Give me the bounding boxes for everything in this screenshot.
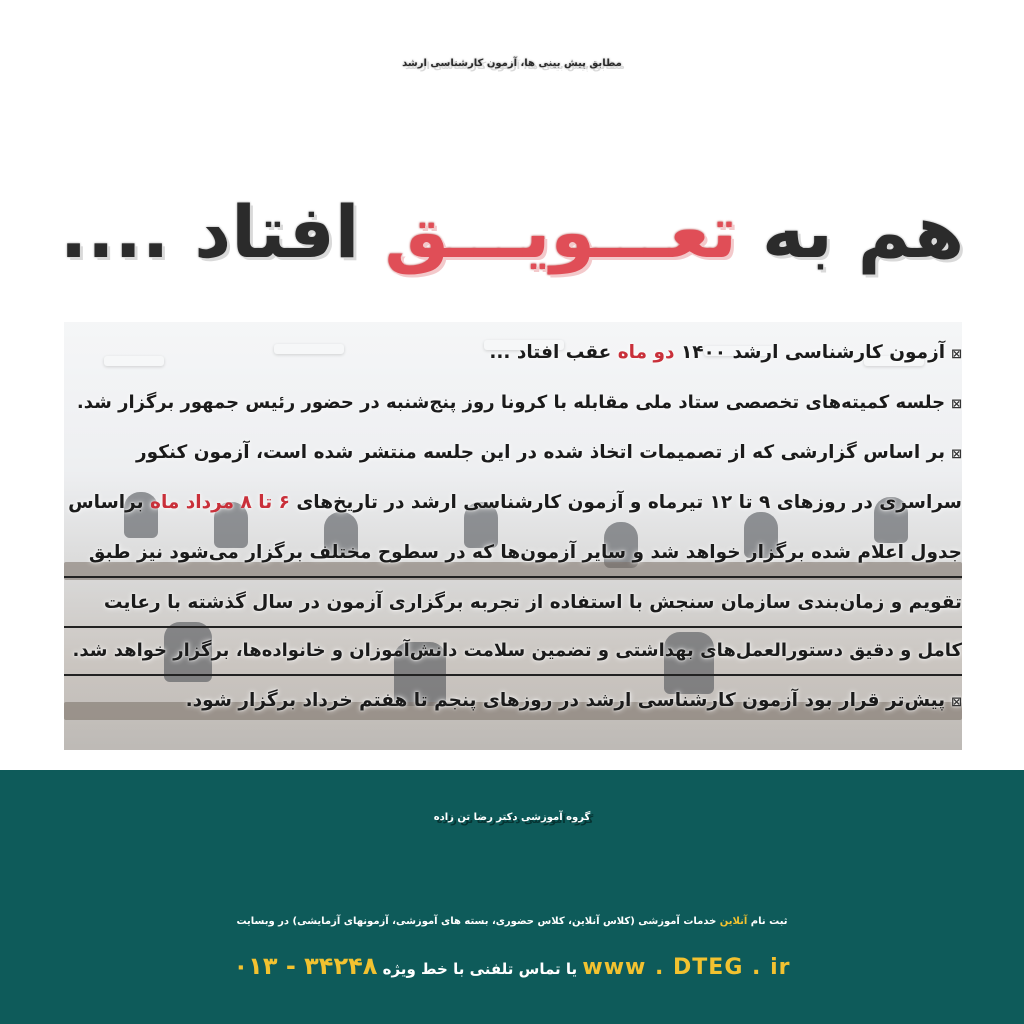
divider xyxy=(64,626,962,628)
info-line-6: تقویم و زمان‌بندی سازمان سنجش با استفاده از تجربه برگزاری آزمون در سال گذشته با رعایت xyxy=(103,592,962,613)
info-line-8: ⊠پیش‌تر قرار بود آزمون کارشناسی ارشد در روزهای پنجم تا هفتم خرداد برگزار شود. xyxy=(185,690,962,711)
online-highlight: آنلاین xyxy=(719,916,748,927)
checkbox-bullet-icon: ⊠ xyxy=(951,397,962,412)
website-link[interactable]: www . DTEG . ir xyxy=(582,955,791,980)
checkbox-bullet-icon: ⊠ xyxy=(951,695,962,710)
headline-line-1: مطابق پیش بینی ها، آزمون کارشناسی ارشد xyxy=(402,58,622,69)
headline-prefix: هم به xyxy=(736,190,965,274)
phone-label: یا تماس تلفنی با خط ویژه xyxy=(382,960,578,978)
info-line-3: ⊠بر اساس گزارشی که از تصمیمات اتخاذ شده در این جلسه منتشر شده است، آزمون کنکور xyxy=(135,442,962,463)
divider xyxy=(64,576,962,578)
exam-hall-photo-panel xyxy=(64,322,962,750)
checkbox-bullet-icon: ⊠ xyxy=(951,447,962,462)
info-line-2: ⊠جلسه کمیته‌های تخصصی ستاد ملی مقابله با کرونا روز پنج‌شنبه در حضور رئیس جمهور برگزار شد. xyxy=(76,392,962,413)
registration-text: ثبت نام آنلاین خدمات آموزشی (کلاس آنلاین، کلاس حضوری، بسته های آموزشی، آزمونهای آزمایشی) در وبسایت xyxy=(236,916,788,927)
headline-suffix: افتاد .... xyxy=(59,190,385,274)
info-line-7: کامل و دقیق دستورالعمل‌های بهداشتی و تضمین سلامت دانش‌آموزان و خانواده‌ها، برگزار خواهد شد. xyxy=(72,640,962,661)
info-line-4: سراسری در روزهای ۹ تا ۱۲ تیرماه و آزمون کارشناسی ارشد در تاریخ‌های ۶ تا ۸ مرداد ماه براساس xyxy=(68,492,962,513)
headline-highlight-postponed: تعـــویـــق xyxy=(384,190,737,274)
info-line-1: ⊠آزمون کارشناسی ارشد ۱۴۰۰ دو ماه عقب افتاد ... xyxy=(489,342,962,363)
checkbox-bullet-icon: ⊠ xyxy=(951,347,962,362)
headline-line-2 xyxy=(0,190,1024,274)
info-line-5: جدول اعلام شده برگزار خواهد شد و سایر آزمون‌ها که در سطوح مختلف برگزار می‌شود نیز طبق xyxy=(88,542,962,563)
brand-name: گروه آموزشی دکتر رضا تن زاده xyxy=(433,812,591,823)
footer-banner xyxy=(0,770,1024,1024)
divider xyxy=(64,674,962,676)
phone-number[interactable]: ۰۱۳ - ۳۴۲۴۸ xyxy=(233,952,378,980)
contact-line xyxy=(0,952,1024,980)
